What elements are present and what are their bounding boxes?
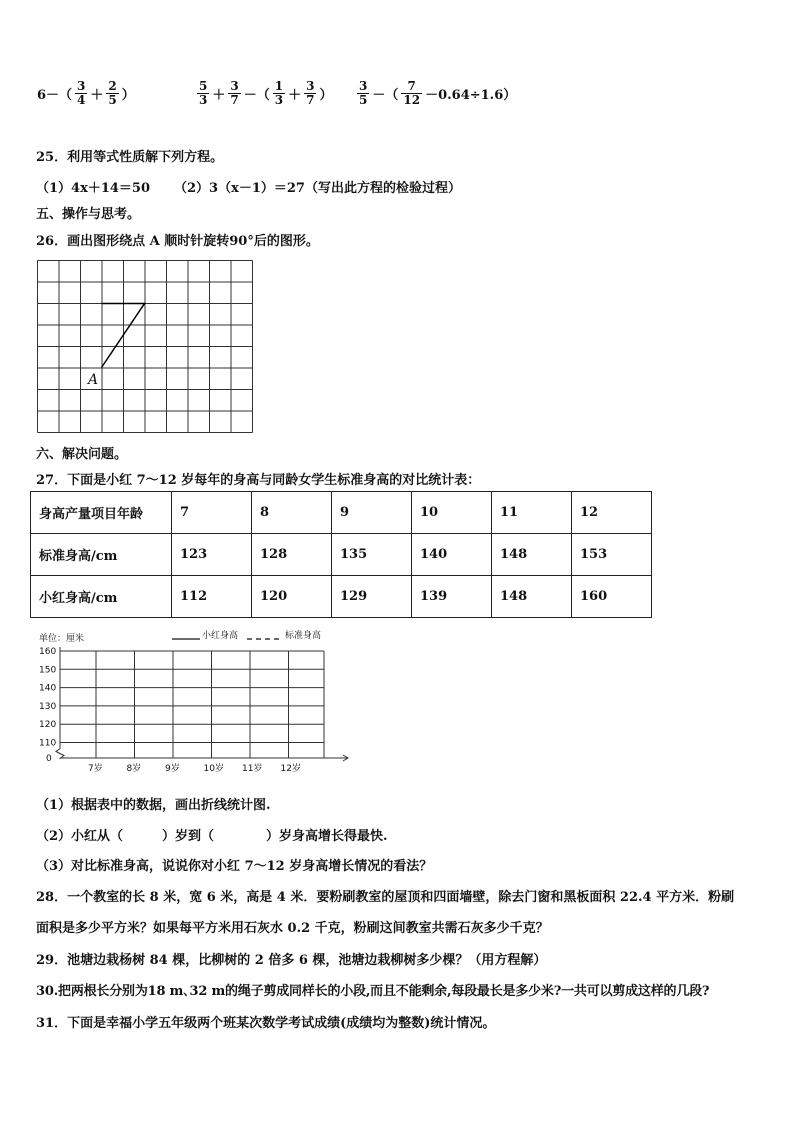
operator: ＋ <box>288 88 302 103</box>
numerator: 3 <box>359 79 368 93</box>
chart-x-ticks <box>88 762 301 774</box>
operator: ＋ <box>212 88 226 103</box>
table-row <box>31 576 652 618</box>
table-cell: 135 <box>332 534 412 576</box>
height-table <box>30 491 652 618</box>
numerator: 2 <box>108 79 117 93</box>
rotation-grid <box>37 260 255 436</box>
denominator: 3 <box>274 93 284 107</box>
table-cell: 140 <box>412 534 492 576</box>
q29-text: 29．池塘边栽杨树 84 棵，比柳树的 2 倍多 6 棵，池塘边栽柳树多少棵？（用方程解） <box>36 953 547 968</box>
q30-text: 30.把两根长分别为18 m､32 m的绳子剪成同样长的小段,而且不能剩余,每段最长是多少米?一共可以剪成这样的几段? <box>36 984 710 999</box>
table-cell: 120 <box>252 576 332 618</box>
section-5-heading: 五、操作与思考。 <box>36 207 141 222</box>
fraction <box>228 80 240 107</box>
table-cell: 8 <box>252 492 332 534</box>
q28-line2: 面积是多少平方米？如果每平方米用石灰水 0.2 千克，粉刷这间教室共需石灰多少千克？ <box>36 921 549 936</box>
operator: ＋ <box>90 88 104 103</box>
table-cell: 9 <box>332 492 412 534</box>
y-tick-label: 120 <box>39 720 57 731</box>
x-tick-label: 9岁 <box>165 764 180 774</box>
table-cell: 129 <box>332 576 412 618</box>
denominator: 5 <box>359 93 368 107</box>
fraction <box>401 80 422 107</box>
numerator: 1 <box>274 79 284 93</box>
fraction <box>75 80 87 107</box>
table-cell: 12 <box>572 492 652 534</box>
y-tick-label: 130 <box>39 701 57 712</box>
q28-line1: 28．一个教室的长 8 米，宽 6 米，高是 4 米．要粉刷教室的屋顶和四面墙壁，除去门窗和黑板面积 22.4 平方米．粉刷 <box>36 890 735 905</box>
table-cell: 153 <box>572 534 652 576</box>
q27-sub3: （3）对比标准身高，说说你对小红 7～12 岁身高增长情况的看法？ <box>36 859 433 874</box>
y-tick-label: 160 <box>39 647 57 657</box>
expression-3 <box>356 80 518 107</box>
expression-2 <box>196 80 335 107</box>
operator: －（ <box>372 88 399 103</box>
q25-part1: （1）4x＋14＝50 <box>36 181 151 196</box>
section-6-heading: 六、解决问题。 <box>36 447 128 462</box>
q27-sub2: （2）小红从（ ）岁到（ ）岁身高增长得最快. <box>36 829 388 844</box>
q27-sub1: （1）根据表中的数据，画出折线统计图. <box>36 798 271 813</box>
operator: －（ <box>243 88 270 103</box>
table-cell: 11 <box>492 492 572 534</box>
chart-y-ticks <box>39 647 56 764</box>
x-tick-label: 8岁 <box>126 764 142 774</box>
y-axis <box>56 647 64 759</box>
legend-solid-label: 小红身高 <box>202 631 239 641</box>
x-tick-label: 11岁 <box>242 764 263 774</box>
table-cell: 139 <box>412 576 492 618</box>
table-cell: 160 <box>572 576 652 618</box>
x-tick-label: 10岁 <box>203 764 224 774</box>
numerator: 3 <box>77 79 86 93</box>
table-cell: 身高产量项目年龄 <box>31 492 172 534</box>
denominator: 12 <box>403 93 421 107</box>
table-cell: 10 <box>412 492 492 534</box>
table-cell: 128 <box>252 534 332 576</box>
y-tick-label: 110 <box>39 738 57 749</box>
denominator: 5 <box>108 93 117 107</box>
y-tick-label: 150 <box>39 665 57 676</box>
table-cell: 112 <box>172 576 252 618</box>
q25-title: 25．利用等式性质解下列方程。 <box>36 150 224 165</box>
q31-text: 31．下面是幸福小学五年级两个班某次数学考试成绩(成绩均为整数)统计情况。 <box>36 1016 496 1031</box>
numerator: 3 <box>306 79 315 93</box>
chart-unit-label: 单位：厘米 <box>39 634 85 644</box>
fraction <box>304 80 316 107</box>
legend-dashed-label: 标准身高 <box>285 631 322 641</box>
blank-line-chart <box>30 626 360 778</box>
fraction <box>273 80 285 107</box>
grid-lines <box>38 261 253 433</box>
y-tick-label: 140 <box>39 683 57 694</box>
q27-title: 27．下面是小红 7～12 岁每年的身高与同龄女学生标准身高的对比统计表： <box>36 473 481 488</box>
x-tick-label: 12岁 <box>280 764 301 774</box>
table-cell: 148 <box>492 576 572 618</box>
table-cell: 标准身高/cm <box>31 534 172 576</box>
denominator: 7 <box>230 93 239 107</box>
numerator: 5 <box>199 79 208 93</box>
y-tick-label: 0 <box>46 754 52 764</box>
operator: ） <box>121 88 135 103</box>
denominator: 4 <box>77 93 86 107</box>
table-cell: 7 <box>172 492 252 534</box>
table-cell: 123 <box>172 534 252 576</box>
fraction <box>106 80 118 107</box>
table-row <box>31 534 652 576</box>
denominator: 7 <box>306 93 315 107</box>
denominator: 3 <box>199 93 208 107</box>
fraction <box>197 80 209 107</box>
table-cell: 148 <box>492 534 572 576</box>
point-a-label: A <box>88 372 99 388</box>
chart-grid <box>56 647 348 761</box>
fraction <box>357 80 369 107</box>
table-cell: 小红身高/cm <box>31 576 172 618</box>
q26-title: 26．画出图形绕点 A 顺时针旋转90°后的图形。 <box>36 234 319 249</box>
operator: －0.64÷1.6） <box>425 88 517 103</box>
x-tick-label: 7岁 <box>88 764 103 774</box>
expr1-lead: 6－（ <box>37 88 73 103</box>
numerator: 7 <box>401 80 422 94</box>
expression-1 <box>35 80 137 107</box>
table-header-row <box>31 492 652 534</box>
q25-part2: （2）3（x－1）＝27（写出此方程的检验过程） <box>174 181 461 196</box>
operator: ） <box>319 88 333 103</box>
numerator: 3 <box>230 79 239 93</box>
